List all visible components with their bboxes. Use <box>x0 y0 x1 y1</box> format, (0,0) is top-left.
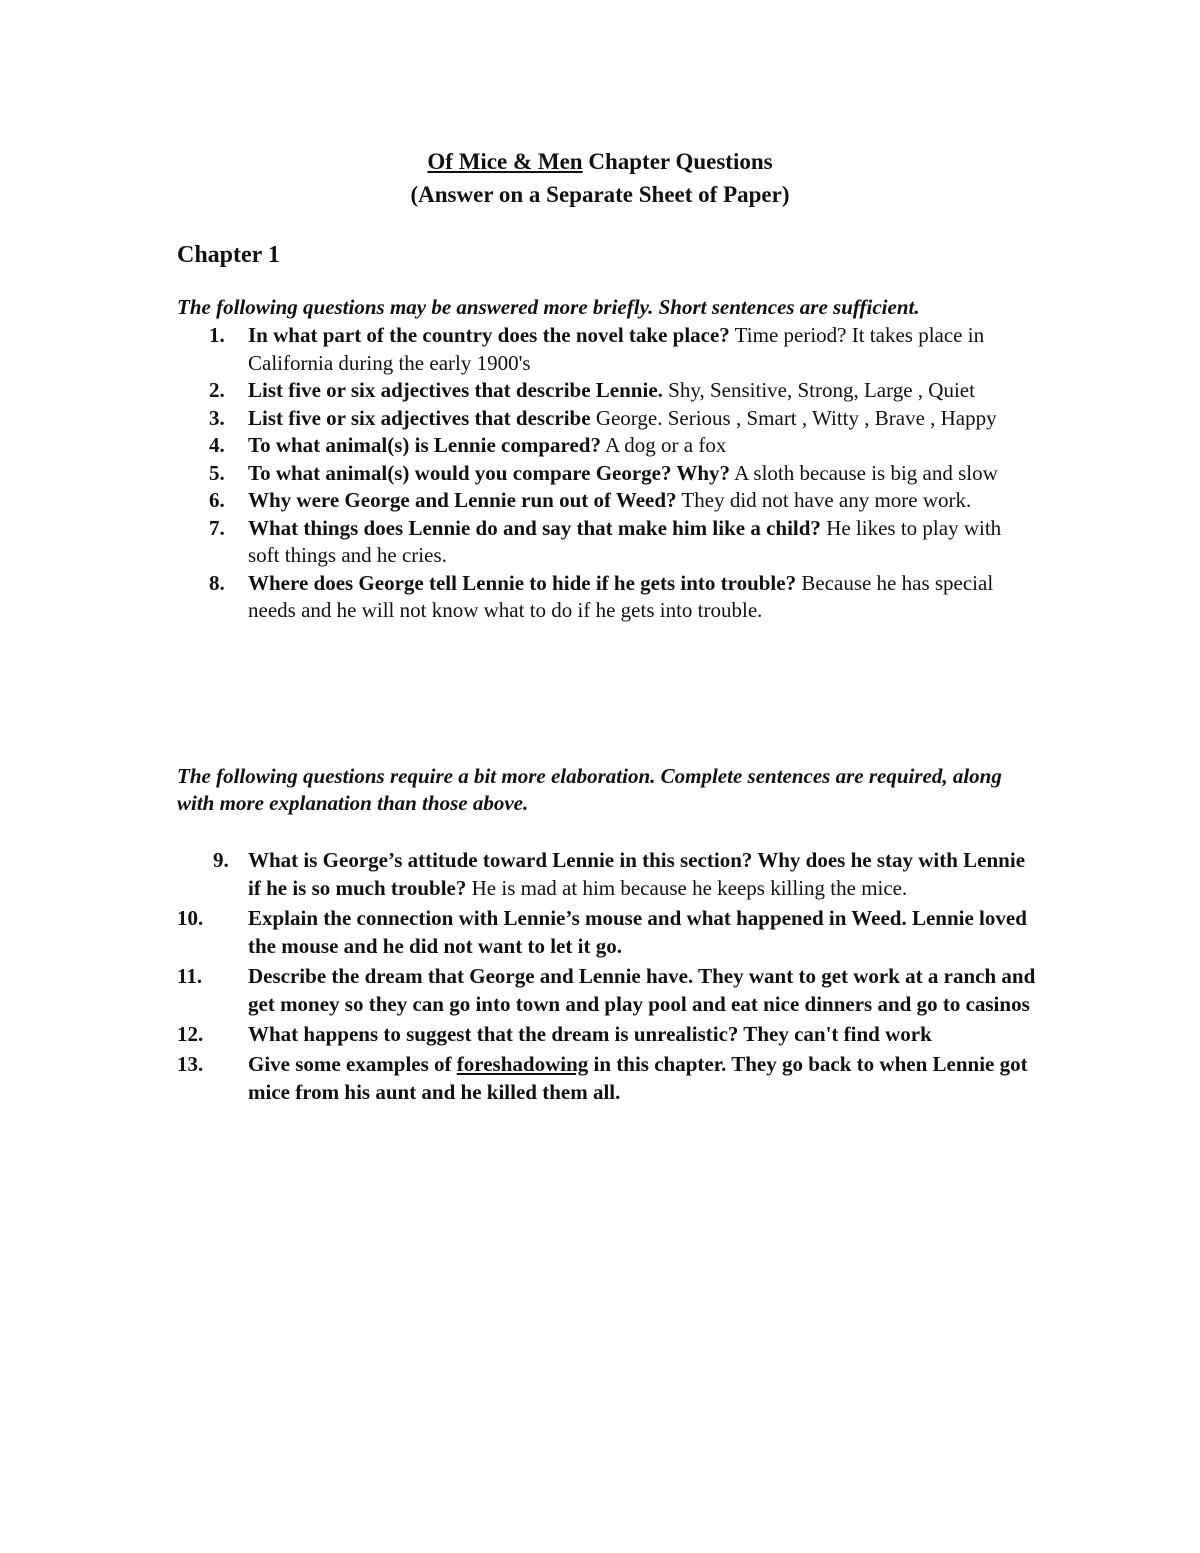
answer-text: They did not have any more work. <box>676 488 972 512</box>
answer-text: He likes to play with soft things and he cries. <box>248 515 1002 567</box>
question-text: Explain the connection with Lennie’s mouse and what happened in Weed. <box>248 906 907 930</box>
section1-question-list <box>177 322 1037 625</box>
question-number: 7. <box>209 515 225 540</box>
answer-text: He is mad at him because he keeps killing the mice. <box>466 876 908 900</box>
page-title <box>0 145 1200 178</box>
question-number: 8. <box>209 570 225 595</box>
question-number: 11. <box>177 964 203 988</box>
question-number: 4. <box>209 433 225 457</box>
question-item-3 <box>177 405 1037 433</box>
question-number: 3. <box>209 405 225 430</box>
page-subtitle: (Answer on a Separate Sheet of Paper) <box>410 182 790 207</box>
book-title: Of Mice & Men <box>427 149 583 174</box>
answer-text: They go back to when Lennie got mice from his aunt and he killed them all. <box>248 1052 1028 1104</box>
question-item-1 <box>177 322 1037 377</box>
chapter-heading: Chapter 1 <box>177 242 280 268</box>
question-item-10 <box>177 904 1037 960</box>
answer-text: George. Serious , Smart , Witty , Brave , Happy <box>590 405 997 430</box>
question-item-4 <box>177 432 1037 460</box>
question-text: Describe the dream that George and Lennie have. <box>248 964 694 988</box>
question-number: 2. <box>209 378 225 402</box>
question-number: 6. <box>209 488 225 512</box>
question-number: 9. <box>213 848 229 872</box>
answer-text: They can't find work <box>738 1022 932 1046</box>
question-text-end: in this chapter. <box>588 1052 727 1076</box>
question-number: 12. <box>177 1022 204 1046</box>
answer-text: They want to get work at a ranch and get money so they can go into town and play pool and eat nice dinners and go to casinos <box>248 964 1036 1016</box>
question-text: In what part of the country does the novel take place? <box>248 323 730 347</box>
question-text: What happens to suggest that the dream is unrealistic? <box>248 1022 739 1046</box>
title-suffix: Chapter Questions <box>582 149 773 174</box>
question-text: What is George’s attitude toward Lennie in this section? Why does he stay with Lennie if he is so much trouble? <box>248 848 1026 900</box>
answer-text: Because he has special needs and he will not know what to do if he gets into trouble. <box>248 570 994 622</box>
answer-text: Lennie loved the mouse and he did not want to let it go. <box>248 906 1027 958</box>
question-number: 13. <box>177 1052 204 1076</box>
question-item-6 <box>177 487 1037 515</box>
question-text: To what animal(s) would you compare George? Why? <box>248 460 731 485</box>
question-item-12 <box>177 1020 1037 1048</box>
question-item-8 <box>177 570 1037 625</box>
question-term: foreshadowing <box>456 1052 589 1076</box>
section2-instructions: The following questions require a bit more elaboration. Complete sentences are required, along with more explanation than those above. <box>177 764 1002 815</box>
title-block <box>0 145 1200 211</box>
question-text: Why were George and Lennie run out of Weed? <box>248 488 677 512</box>
answer-text: Shy, Sensitive, Strong, Large , Quiet <box>662 378 975 402</box>
answer-text: Time period? It takes place in California during the early 1900's <box>248 323 985 375</box>
question-text: To what animal(s) is Lennie compared? <box>248 433 601 457</box>
section1-instructions: The following questions may be answered more briefly. Short sentences are sufficient. <box>177 295 920 319</box>
question-number: 5. <box>209 460 225 485</box>
question-text-start: Give some examples of <box>248 1052 457 1076</box>
question-item-2 <box>177 377 1037 405</box>
question-text: Where does George tell Lennie to hide if he gets into trouble? <box>248 570 797 595</box>
question-item-13 <box>177 1050 1037 1106</box>
question-text: List five or six adjectives that describe Lennie. <box>248 378 663 402</box>
answer-text: A dog or a fox <box>600 433 727 457</box>
question-item-7 <box>177 515 1037 570</box>
question-number: 1. <box>209 323 225 347</box>
question-text: What things does Lennie do and say that make him like a child? <box>248 515 821 540</box>
question-text: List five or six adjectives that describe <box>248 405 591 430</box>
section2-question-list <box>177 846 1037 1108</box>
question-item-9 <box>177 846 1037 902</box>
question-number: 10. <box>177 906 204 930</box>
question-item-5 <box>177 460 1037 488</box>
answer-text: A sloth because is big and slow <box>730 460 998 485</box>
question-item-11 <box>177 962 1037 1018</box>
